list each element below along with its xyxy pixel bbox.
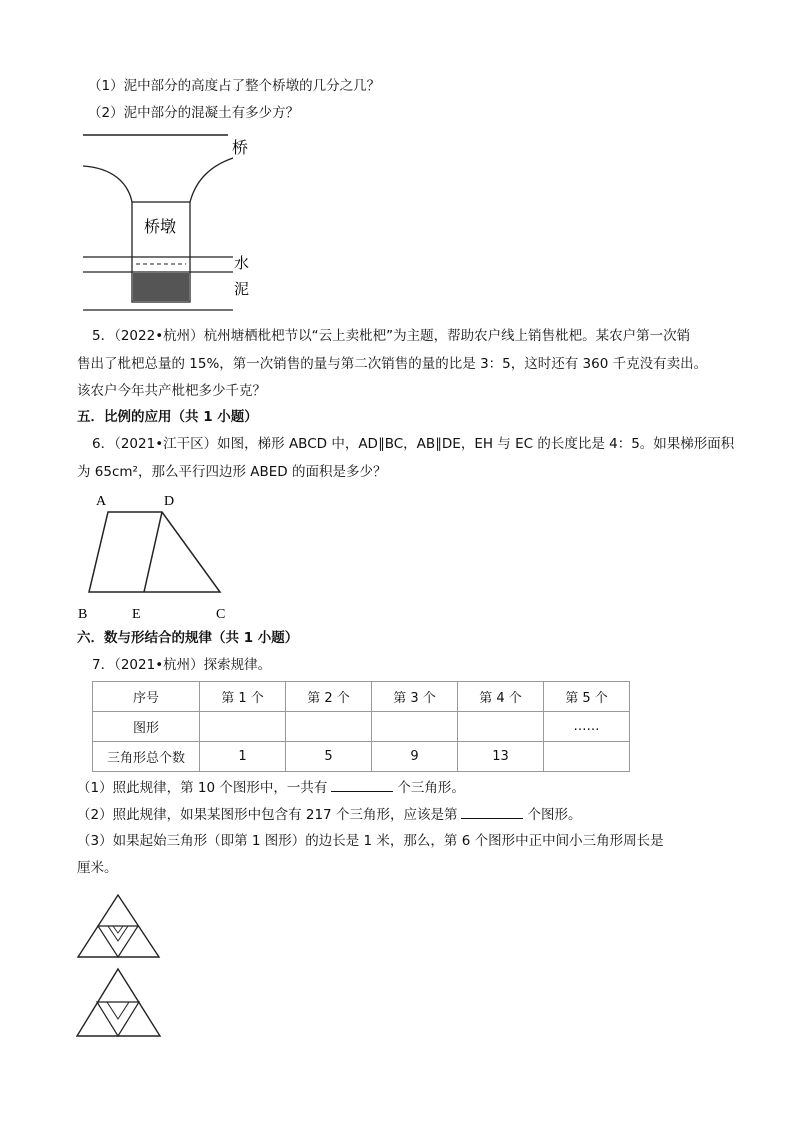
- table-cell: [544, 742, 630, 772]
- label-B: B: [78, 607, 88, 622]
- answer-blank-1[interactable]: [331, 777, 393, 792]
- table-cell: ……: [544, 712, 630, 742]
- nested-triangle-figure-2: [74, 966, 164, 1041]
- table-row: [93, 682, 630, 712]
- pattern-table: [92, 681, 630, 772]
- table-cell: 13: [458, 742, 544, 772]
- q5-line3: 该农户今年共产枇杷多少千克？: [77, 383, 266, 399]
- table-cell: [458, 712, 544, 742]
- q7-sub2-text-a: （2）照此规律，如果某图形中包含有 217 个三角形，应该是第: [77, 807, 458, 823]
- section6-title: 六．数与形结合的规律（共 1 小题）: [77, 630, 299, 646]
- pier-label: 桥墩: [144, 219, 177, 236]
- bridge-label: 桥: [232, 140, 249, 157]
- q7-intro: 7．（2021•杭州）探索规律。: [92, 657, 272, 673]
- table-row: [93, 712, 630, 742]
- table-cell: 1: [200, 742, 286, 772]
- table-cell: 第 1 个: [200, 682, 286, 712]
- q7-sub1: [77, 777, 465, 798]
- table-row: [93, 742, 630, 772]
- q7-sub2-text-b: 个图形。: [527, 807, 582, 823]
- mud-label: 泥: [234, 282, 250, 298]
- section5-title: 五．比例的应用（共 1 小题）: [77, 409, 258, 425]
- table-cell: [286, 712, 372, 742]
- label-A: A: [96, 494, 107, 509]
- table-cell: 第 4 个: [458, 682, 544, 712]
- table-cell: 第 5 个: [544, 682, 630, 712]
- table-cell: [200, 712, 286, 742]
- q7-sub1-text-a: （1）照此规律，第 10 个图形中，一共有: [77, 780, 328, 796]
- table-cell: 三角形总个数: [93, 742, 200, 772]
- nested-triangle-figure-1: [74, 892, 164, 962]
- mud-part: [133, 273, 189, 301]
- q7-sub3-line2: 厘米。: [77, 860, 118, 876]
- table-cell: 序号: [93, 682, 200, 712]
- table-cell: 9: [372, 742, 458, 772]
- table-cell: 第 3 个: [372, 682, 458, 712]
- water-label: 水: [234, 256, 250, 272]
- label-D: D: [164, 494, 175, 509]
- q7-sub3-line1: （3）如果起始三角形（即第 1 图形）的边长是 1 米，那么，第 6 个图形中正中间小三角形周长是: [77, 833, 664, 849]
- q5-line1: 5．（2022•杭州）杭州塘栖枇杷节以“云上卖枇杷”为主题，帮助农户线上销售枇杷。某农户第一次销: [92, 328, 691, 344]
- q6-line2: 为 65cm²，那么平行四边形 ABED 的面积是多少？: [77, 464, 387, 480]
- q7-sub1-text-b: 个三角形。: [397, 780, 465, 796]
- bridge-pier-figure: [78, 128, 268, 318]
- label-E: E: [132, 607, 141, 622]
- table-cell: 第 2 个: [286, 682, 372, 712]
- q4-sub2: （2）泥中部分的混凝土有多少方？: [88, 105, 300, 121]
- label-C: C: [216, 607, 226, 622]
- q6-line1: 6．（2021•江干区）如图，梯形 ABCD 中，AD∥BC，AB∥DE，EH 与 EC 的长度比是 4：5。如果梯形面积: [92, 436, 735, 452]
- trapezoid-figure: [74, 490, 244, 625]
- table-cell: [372, 712, 458, 742]
- q5-line2: 售出了枇杷总量的 15%，第一次销售的量与第二次销售的量的比是 3：5，这时还有 360 千克没有卖出。: [77, 356, 708, 372]
- table-cell: 图形: [93, 712, 200, 742]
- q7-sub2: [77, 804, 581, 825]
- answer-blank-2[interactable]: [461, 804, 523, 819]
- q4-sub1: （1）泥中部分的高度占了整个桥墩的几分之几？: [88, 78, 381, 94]
- table-cell: 5: [286, 742, 372, 772]
